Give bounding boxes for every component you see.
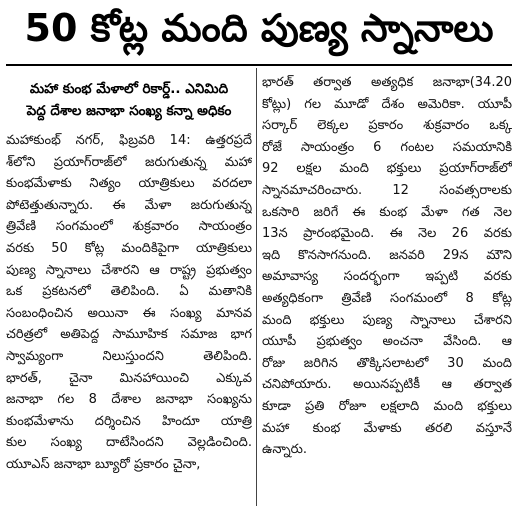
body-line: కుంభమేళాను దర్శించిన హిందూ యాత్రి — [6, 413, 252, 429]
body-line: మహా కుంభ మేళాకు తరలి వస్తూనే — [262, 420, 512, 436]
body-line: కూడా ప్రతి రోజూ లక్షలాది మంది భక్తులు — [262, 398, 512, 414]
body-line: సంబంధించిన అయినా ఈ సంఖ్య మానవ — [6, 305, 252, 321]
body-line: శ్‌లోని ప్రయాగ్‌రాజ్‌లో జరుగుతున్న మహా — [6, 154, 252, 170]
subheadline-line: మహా కుంభ మేళాలో రికార్డ్.. ఎనిమిది — [29, 81, 229, 97]
body-line: పుణ్య స్నానాలు చేశారని ఆ రాష్ట్ర ప్రభుత్వం — [6, 262, 252, 278]
body-line: జనాభా గల 8 దేశాల జనాభా సంఖ్యను — [6, 392, 252, 408]
headline-rule — [6, 64, 512, 66]
body-line: కోట్లు) గల మూడో దేశం అమెరికా. యూపీ — [262, 96, 512, 112]
body-line: స్వామ్యంగా నిలుస్తుందని తెలిపింది. — [6, 348, 252, 364]
left-column-body — [6, 130, 252, 476]
body-line: 13న ప్రారంభమైంది. ఈ నెల 26 వరకు — [262, 226, 512, 242]
right-column — [262, 72, 512, 506]
body-line: యూపీ ప్రభుత్వం అంచనా వేసింది. ఆ — [262, 334, 512, 350]
body-line: స్నానమాచరించారు. 12 సంవత్సరాలకు — [262, 182, 512, 198]
body-line: వరకు 50 కోట్ల మందికిపైగా యాత్రికులు — [6, 240, 252, 256]
column-divider — [256, 68, 257, 506]
body-line: కుల సంఖ్య దాటేసిందని వెల్లడించింది. — [6, 435, 252, 451]
body-line: రోజు జరిగిన తొక్కిసలాటలో 30 మంది — [262, 355, 512, 371]
headline: 50 కోట్ల మంది పుణ్య స్నానాలు — [24, 6, 494, 50]
body-line: చనిపోయారు. అయినప్పటికీ ఆ తర్వాత — [262, 377, 512, 393]
body-line: యూఎస్ జనాభా బ్యూరో ప్రకారం చైనా, — [6, 456, 201, 472]
body-line: ఒకసారి జరిగే ఈ కుంభ మేళా గత నెల — [262, 204, 512, 220]
left-column — [6, 72, 252, 506]
body-line: ఉన్నారు. — [262, 442, 307, 458]
body-line: చరిత్రలో అతిపెద్ద సామూహిక సమాజ భాగ — [6, 327, 252, 343]
right-column-body — [262, 72, 512, 461]
body-line: సర్కార్ లెక్కల ప్రకారం శుక్రవారం ఒక్క — [262, 118, 512, 134]
body-line: మహాకుంభ్ నగర్, ఫిబ్రవరి 14: ఉత్తరప్రదే — [6, 133, 252, 148]
body-line: భారత్, చైనా మినహాయించి ఎక్కువ — [6, 370, 252, 386]
subheadline — [6, 78, 252, 122]
body-line: పోటెత్తుతున్నారు. ఈ మేళా జరుగుతున్న — [6, 197, 252, 213]
body-line: కుంభమేళాకు నిత్యం యాత్రికులు వరదలా — [6, 176, 252, 192]
body-line: మంది భక్తులు పుణ్య స్నానాలు చేశారని — [262, 312, 512, 328]
body-line: 92 లక్షల మంది భక్తులు ప్రయాగ్‌రాజ్‌లో — [262, 161, 512, 177]
body-line: రోజే సాయంత్రం 6 గంటల సమయానికి — [262, 139, 512, 155]
body-line: త్రివేణి సంగమంలో శుక్రవారం సాయంత్రం — [6, 219, 252, 235]
body-line: ఒక ప్రకటనలో తెలిపింది. ఏ మతానికి — [6, 284, 252, 300]
body-line: అమావాస్య సందర్భంగా ఇప్పటి వరకు — [262, 269, 512, 285]
body-line: అత్యధికంగా త్రివేణి సంగమంలో 8 కోట్ల — [262, 290, 512, 306]
subheadline-line: పెద్ద దేశాల జనాభా సంఖ్య కన్నా అధికం — [26, 103, 232, 119]
body-line: ఇది కొనసాగనుంది. జనవరి 29న మౌని — [262, 247, 512, 263]
body-line: భారత్ తర్వాత అత్యధిక జనాభా(34.20 — [262, 75, 512, 90]
